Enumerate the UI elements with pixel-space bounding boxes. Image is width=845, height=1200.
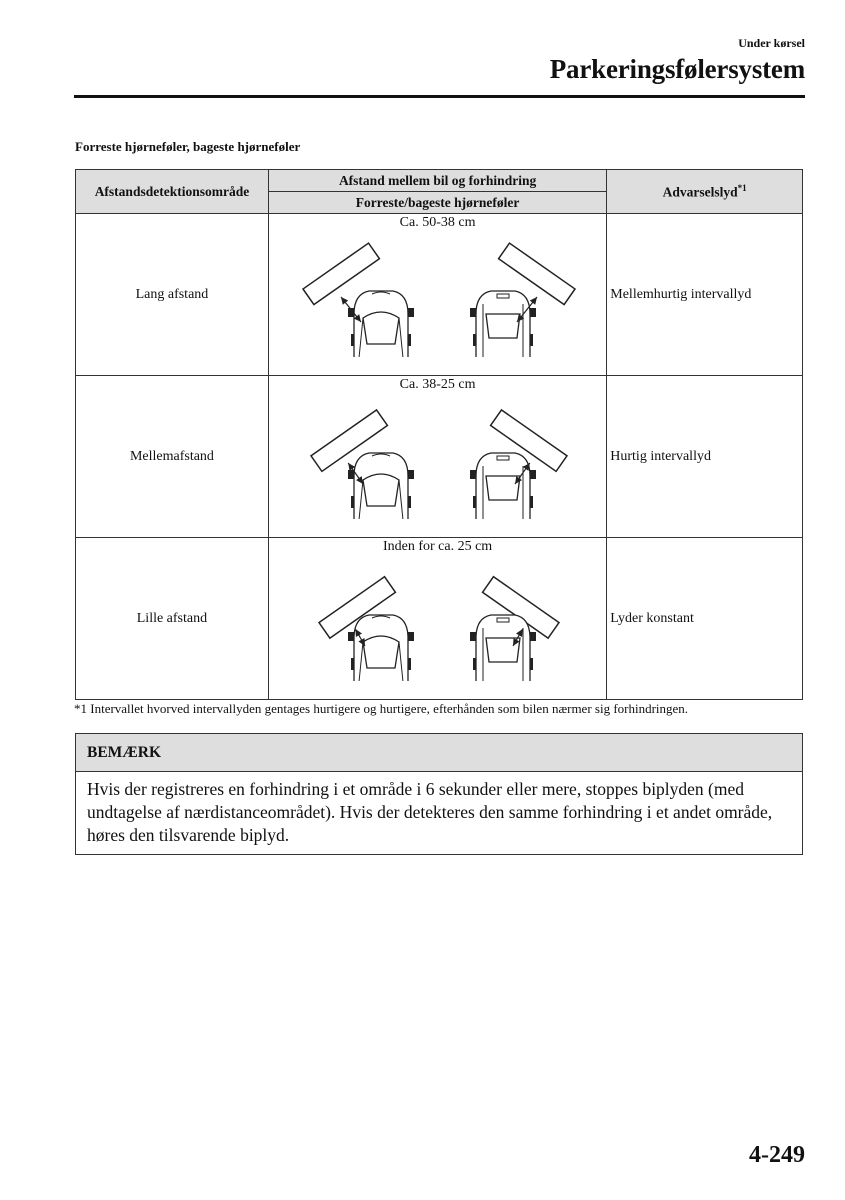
- column-header-sound-label: Advarselslyd: [662, 184, 738, 200]
- table-row: [76, 214, 803, 376]
- column-subheader-sensor: Forreste/bageste hjørneføler: [268, 192, 606, 214]
- car-front-view: [348, 615, 414, 681]
- column-header-distance: Afstand mellem bil og forhindring: [268, 170, 606, 192]
- corner-sensor-diagram: [289, 404, 589, 519]
- range-cell: Lille afstand: [76, 538, 269, 700]
- page-title: Parkeringsfølersystem: [549, 54, 805, 84]
- car-rear-view: [470, 615, 536, 681]
- footnote: *1 Intervallet hvorved intervallyden gentages hurtigere og hurtigere, efterhånden som bilen nærmer sig forhindringen.: [74, 701, 689, 716]
- table-row: [76, 538, 803, 700]
- column-header-sound: [607, 170, 803, 214]
- range-cell: Lang afstand: [76, 214, 269, 376]
- note-heading: BEMÆRK: [76, 734, 802, 772]
- range-cell: Mellemafstand: [76, 376, 269, 538]
- sound-cell: Lyder konstant: [607, 538, 803, 700]
- car-front-view: [348, 291, 414, 357]
- table-subtitle: Forreste hjørneføler, bageste hjørneføler: [75, 139, 301, 154]
- page-number: 4-249: [749, 1142, 805, 1168]
- sound-cell: Hurtig intervallyd: [607, 376, 803, 538]
- distance-label: Ca. 50-38 cm: [399, 215, 476, 230]
- sound-cell: Mellemhurtig intervallyd: [607, 214, 803, 376]
- table-row: [76, 376, 803, 538]
- distance-label: Inden for ca. 25 cm: [382, 539, 493, 554]
- note-body: Hvis der registreres en forhindring i et område i 6 sekunder eller mere, stoppes biplyden (med undtagelse af nærdistanceområdet). Hvis der detekteres den samme forhindring i et andet område, høres den tilsvarende biplyd.: [87, 779, 773, 845]
- corner-sensor-diagram: [289, 566, 589, 681]
- column-header-range: Afstandsdetektionsområde: [76, 170, 269, 214]
- footnote-marker: *1: [737, 182, 747, 193]
- note-box: [75, 733, 803, 855]
- section-label: Under kørsel: [738, 36, 805, 50]
- distance-label: Ca. 38-25 cm: [399, 377, 476, 392]
- car-front-view: [348, 453, 414, 519]
- car-rear-view: [470, 291, 536, 357]
- sensor-table: [75, 169, 803, 700]
- diagram-cell: [268, 214, 606, 376]
- header-rule: [74, 95, 805, 98]
- corner-sensor-diagram: [289, 242, 589, 357]
- diagram-cell: [268, 376, 606, 538]
- car-rear-view: [470, 453, 536, 519]
- diagram-cell: [268, 538, 606, 700]
